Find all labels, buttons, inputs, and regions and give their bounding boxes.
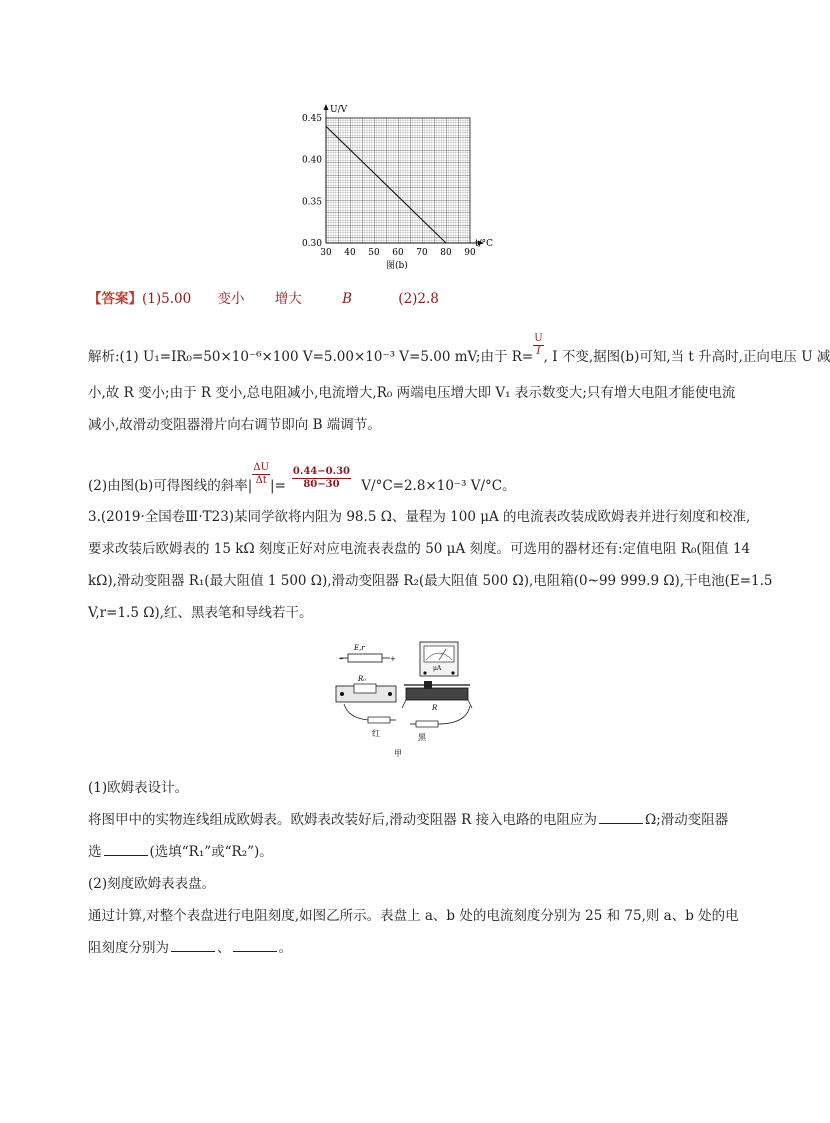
answer-part-3: 增大 [274, 291, 302, 307]
svg-text:−: − [338, 655, 344, 663]
analysis-text-4: (2)由图(b)可得图线的斜率| [88, 478, 253, 494]
x-tick-label: 30 [320, 248, 332, 258]
q2-text-a: 通过计算,对整个表盘进行电阻刻度,如图乙所示。表盘上 a、b 处的电流刻度分别为 25 和 75,则 a、b 处的电 [88, 908, 739, 924]
y-tick-label: 0.35 [301, 197, 322, 208]
problem3-line-2 [88, 539, 750, 559]
frac-den: I [536, 346, 541, 357]
answer-part-4: B [342, 291, 352, 307]
fraction-u-over-i [533, 333, 543, 358]
answer-blank-rheostat[interactable] [104, 843, 148, 856]
y-axis-label: U/V [330, 105, 348, 115]
slope-den: Δt [255, 475, 267, 486]
fraction-value [292, 466, 351, 491]
rheostat-label: R [432, 704, 438, 712]
red-probe [344, 704, 396, 738]
answer-blank-resistance[interactable] [599, 811, 643, 824]
problem3-text-2: 要求改装后欧姆表的 15 kΩ 刻度正好对应电流表表盘的 50 μA 刻度。可选用的器材还有:定值电阻 R₀(阻值 14 [88, 541, 751, 557]
y-tick-label: 0.30 [301, 239, 322, 249]
x-tick-label: 90 [464, 248, 476, 258]
answer-part-5: (2)2.8 [398, 291, 439, 307]
q2-title-text: (2)刻度欧姆表表盘。 [88, 876, 216, 892]
analysis-text-4-end: V/°C=2.8×10⁻³ V/°C。 [356, 478, 516, 494]
problem3-text-3: kΩ),滑动变阻器 R₁(最大阻值 1 500 Ω),滑动变阻器 R₂(最大阻值 500 Ω),电阻箱(0~99 999.9 Ω),干电池(E=1.5 [88, 573, 773, 589]
analysis-line-1 [88, 333, 830, 370]
problem3-text-1: 3.(2019·全国卷Ⅲ·T23)某同学欲将内阻为 98.5 Ω、量程为 100 μA 的电流表改装成欧姆表并进行刻度和校准, [88, 509, 751, 525]
analysis-line-3 [88, 415, 381, 435]
graph-caption: 图(b) [386, 261, 408, 271]
figure-jia [330, 640, 480, 765]
y-axis-arrow [324, 104, 329, 110]
q1-text-b: Ω;滑动变阻器 [645, 812, 729, 828]
slope-num: ΔU [253, 462, 270, 473]
x-tick-label: 70 [416, 248, 428, 258]
x-tick-label: 40 [344, 248, 356, 258]
meter-label: μA [433, 665, 442, 672]
analysis-text-3: 减小,故滑动变阻器滑片向右调节即向 B 端调节。 [88, 417, 381, 433]
battery-label: E,r [354, 644, 365, 652]
frac-num: U [534, 333, 543, 344]
y-tick-label: 0.45 [301, 114, 322, 124]
answer-line [88, 289, 439, 309]
rheostat-r [402, 681, 472, 712]
x-tick-label: 60 [392, 248, 404, 258]
q2-line-1 [88, 906, 739, 926]
q1-text-c: 选 [88, 844, 102, 860]
q1-text-d: (选填“R₁”或“R₂”)。 [149, 844, 273, 860]
q2-text-b: 阻刻度分别为 [88, 940, 169, 956]
q2-title [88, 874, 215, 894]
answer-part-1: (1)5.00 [142, 291, 192, 307]
svg-text:+: + [390, 655, 396, 663]
r0-label: R₀ [358, 675, 367, 683]
q1-text-a: 将图甲中的实物连线组成欧姆表。欧姆表改装好后,滑动变阻器 R 接入电路的电阻应为 [88, 812, 598, 828]
x-tick-label: 50 [368, 248, 380, 258]
fixed-resistor-r0 [336, 675, 396, 702]
answer-tag: 【答案】 [88, 291, 142, 307]
analysis-line-2 [88, 383, 735, 403]
analysis-text-4-mid: |= [270, 478, 286, 494]
problem3-text-4: V,r=1.5 Ω),红、黑表笔和导线若干。 [88, 605, 313, 621]
x-axis-label: t/°C [475, 239, 494, 249]
q2-text-c: 、 [217, 940, 231, 956]
red-label: 红 [372, 729, 380, 738]
analysis-text-1-end: , I 不变,据图(b)可知,当 t 升高时,正向电压 U 减 [543, 349, 830, 365]
problem3-line-4 [88, 603, 312, 623]
value-den: 80−30 [303, 479, 340, 490]
q1-line-1 [88, 810, 728, 830]
answer-blank-a[interactable] [171, 939, 215, 952]
figure-caption: 甲 [394, 749, 402, 758]
value-num: 0.44−0.30 [292, 466, 350, 477]
black-probe [410, 706, 470, 742]
black-label: 黑 [418, 733, 426, 742]
y-tick-label: 0.40 [301, 155, 322, 166]
graph-grid-major [326, 118, 470, 243]
q1-line-2 [88, 842, 273, 862]
analysis-text-1: 解析:(1) U₁=IR₀=50×10⁻⁶×100 V=5.00×10⁻³ V=5.00 mV;由于 R= [88, 349, 534, 365]
x-tick-label: 80 [440, 248, 452, 258]
problem3-line-1 [88, 507, 750, 527]
fraction-slope [252, 462, 270, 487]
q2-text-d: 。 [278, 940, 292, 956]
graph-b [290, 100, 500, 272]
microammeter [420, 642, 458, 676]
q1-title [88, 778, 188, 798]
answer-part-2: 变小 [217, 291, 245, 307]
battery [338, 644, 396, 663]
problem3-line-3 [88, 571, 773, 591]
q1-title-text: (1)欧姆表设计。 [88, 780, 189, 796]
answer-blank-b[interactable] [233, 939, 277, 952]
q2-line-2 [88, 938, 292, 958]
analysis-text-2: 小,故 R 变小;由于 R 变小,总电阻减小,电流增大,R₀ 两端电压增大即 V₁ 表示数变大;只有增大电阻才能使电流 [88, 385, 736, 401]
